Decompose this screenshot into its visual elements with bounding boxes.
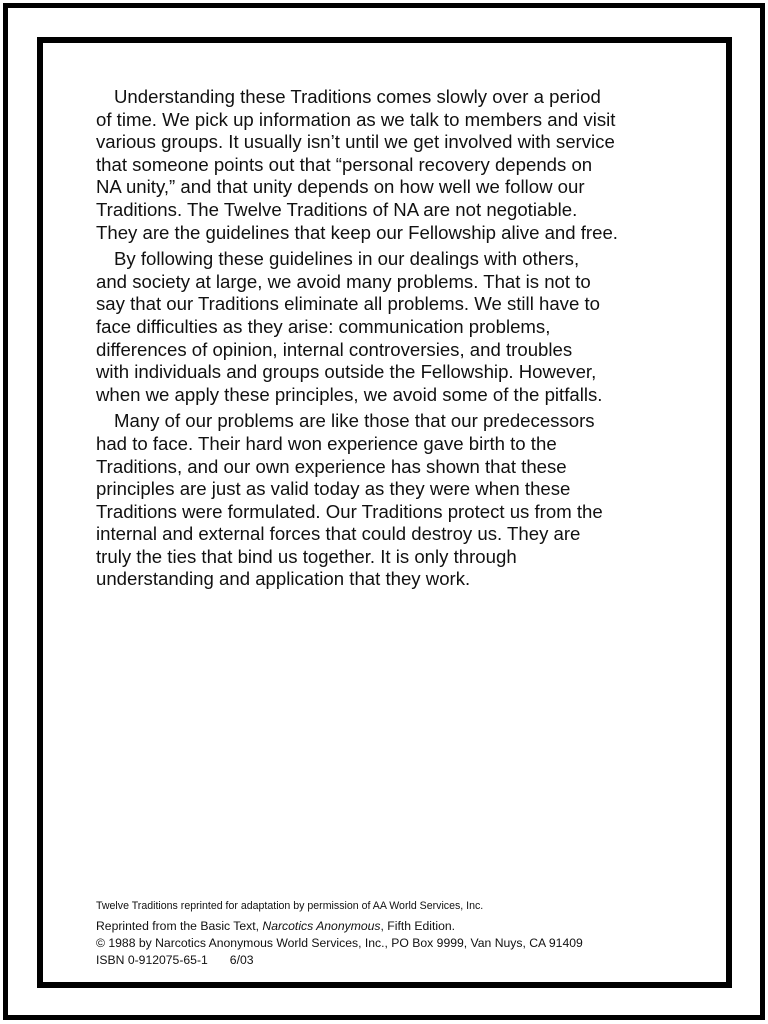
- text-line: that someone points out that “personal recovery depends on: [96, 153, 593, 175]
- text-line: They are the guidelines that keep our Fellowship alive and free.: [96, 221, 618, 243]
- text-line: Traditions were formulated. Our Traditions protect us from the: [96, 500, 603, 522]
- text-line: with individuals and groups outside the Fellowship. However,: [96, 361, 597, 383]
- text-line: say that our Traditions eliminate all problems. We still have to: [96, 293, 600, 315]
- copyright-notice: © 1988 by Narcotics Anonymous World Services, Inc., PO Box 9999, Van Nuys, CA 91409: [96, 936, 583, 950]
- text-line: truly the ties that bind us together. It is only through: [96, 545, 517, 567]
- text-line: Many of our problems are like those that our predecessors: [114, 410, 595, 432]
- text-line: face difficulties as they arise: communication problems,: [96, 315, 551, 337]
- text-line: internal and external forces that could destroy us. They are: [96, 523, 581, 545]
- text-line: principles are just as valid today as they were when these: [96, 478, 571, 500]
- paragraph: [96, 248, 686, 406]
- paragraph: [96, 410, 686, 591]
- text-line: of time. We pick up information as we talk to members and visit: [96, 108, 616, 130]
- reprint-title: Narcotics Anonymous: [262, 919, 381, 933]
- text-line: Traditions, and our own experience has shown that these: [96, 455, 567, 477]
- text-line: when we apply these principles, we avoid some of the pitfalls.: [96, 383, 603, 405]
- reprint-suffix: , Fifth Edition.: [380, 919, 456, 933]
- reprint-notice: [96, 918, 583, 935]
- text-line: Traditions. The Twelve Traditions of NA are not negotiable.: [96, 198, 578, 220]
- text-line: understanding and application that they work.: [96, 568, 471, 590]
- text-line: and society at large, we avoid many problems. That is not to: [96, 270, 591, 292]
- text-line: had to face. Their hard won experience gave birth to the: [96, 432, 557, 454]
- reprint-prefix: Reprinted from the Basic Text,: [96, 919, 263, 933]
- text-line: By following these guidelines in our dealings with others,: [114, 248, 580, 270]
- text-line: differences of opinion, internal controversies, and troubles: [96, 338, 573, 360]
- isbn: ISBN 0-912075-65-1: [96, 953, 208, 967]
- permission-notice: Twelve Traditions reprinted for adaptation by permission of AA World Services, Inc.: [96, 900, 484, 912]
- body-text: [96, 86, 686, 591]
- text-line: various groups. It usually isn’t until we get involved with service: [96, 131, 615, 153]
- text-line: NA unity,” and that unity depends on how well we follow our: [96, 176, 585, 198]
- text-line: Understanding these Traditions comes slowly over a period: [114, 86, 601, 107]
- footer: [96, 899, 583, 969]
- isbn-line: [96, 952, 583, 969]
- date-code: 6/03: [229, 953, 254, 967]
- paragraph: [96, 86, 686, 244]
